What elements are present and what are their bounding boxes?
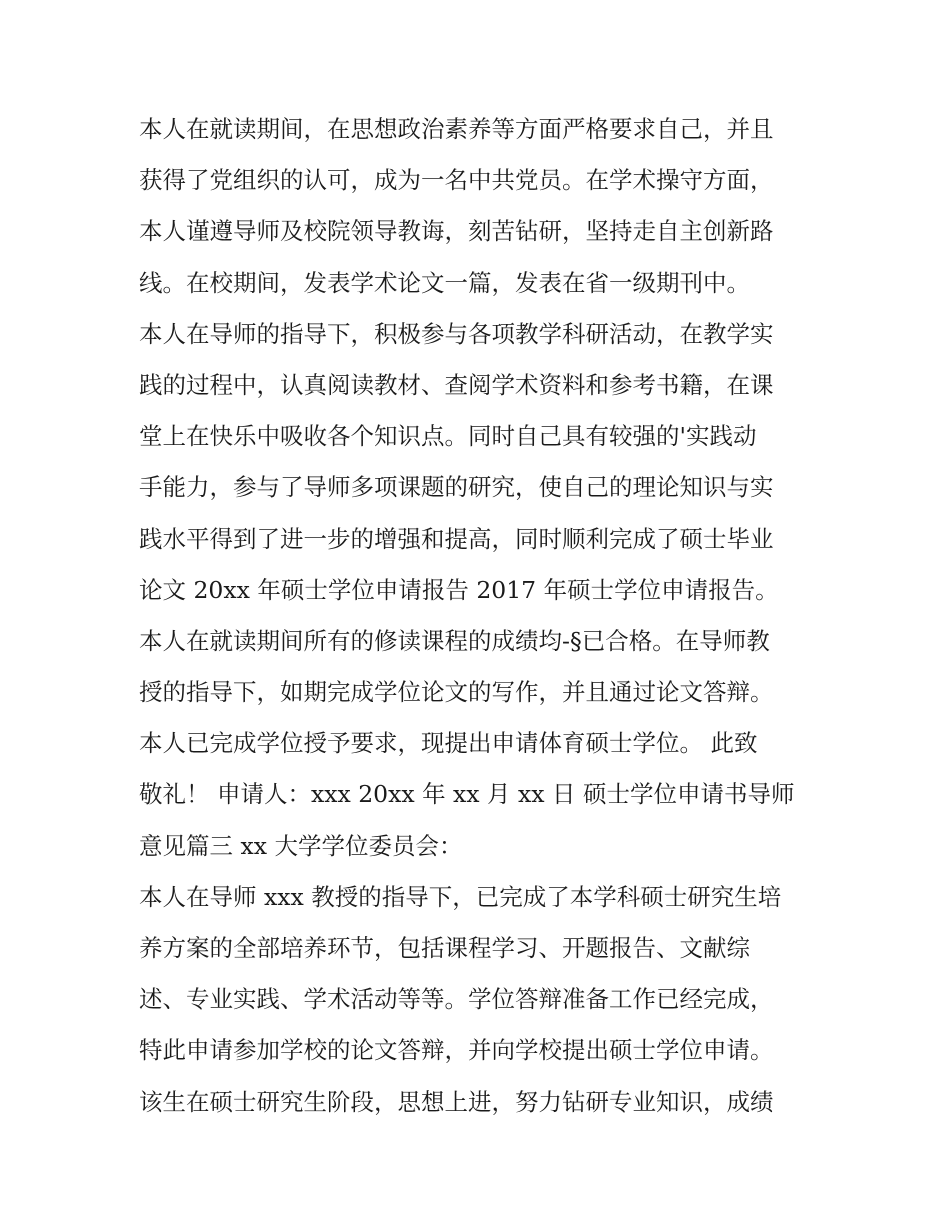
document-body bbox=[139, 104, 839, 1128]
text-line-16: 本人在导师 xxx 教授的指导下，已完成了本学科硕士研究生培 bbox=[139, 882, 782, 911]
text-line-4: 线。在校期间，发表学术论文一篇，发表在省一级期刊中。 bbox=[139, 268, 750, 297]
text-line-15: 意见篇三 xx 大学学位委员会： bbox=[139, 831, 463, 860]
text-line-9: 践水平得到了进一步的增强和提高，同时顺利完成了硕士毕业 bbox=[139, 524, 774, 553]
text-line-1: 本人在就读期间，在思想政治素养等方面严格要求自己，并且 bbox=[139, 115, 774, 143]
text-line-18: 述、专业实践、学术活动等等。学位答辩准备工作已经完成， bbox=[139, 985, 774, 1014]
text-line-12: 授的指导下，如期完成学位论文的写作，并且通过论文答辩。 bbox=[139, 678, 774, 707]
text-line-19: 特此申请参加学校的论文答辩，并向学校提出硕士学位申请。 bbox=[139, 1036, 774, 1065]
text-line-20: 该生在硕士研究生阶段，思想上进，努力钻研专业知识，成绩 bbox=[139, 1087, 774, 1116]
text-line-13: 本人已完成学位授予要求，现提出申请体育硕士学位。 此致 bbox=[139, 729, 758, 758]
text-line-6: 践的过程中，认真阅读教材、查阅学术资料和参考书籍，在课 bbox=[139, 370, 774, 399]
text-line-11: 本人在就读期间所有的修读课程的成绩均-§已合格。在导师教 bbox=[139, 626, 770, 655]
text-line-2: 获得了党组织的认可，成为一名中共党员。在学术操守方面， bbox=[139, 166, 774, 195]
text-line-8: 手能力，参与了导师多项课题的研究，使自己的理论知识与实 bbox=[139, 473, 774, 502]
text-line-3: 本人谨遵导师及校院领导教诲，刻苦钻研，坚持走自主创新路 bbox=[139, 217, 774, 246]
text-line-5: 本人在导师的指导下，积极参与各项教学科研活动，在教学实 bbox=[139, 319, 774, 348]
text-line-10: 论文 20xx 年硕士学位申请报告 2017 年硕士学位申请报告。 bbox=[139, 575, 779, 604]
text-line-7: 堂上在快乐中吸收各个知识点。同时自己具有较强的'实践动 bbox=[139, 422, 757, 451]
text-line-14: 敬礼！ 申请人：xxx 20xx 年 xx 月 xx 日 硕士学位申请书导师 bbox=[139, 780, 795, 809]
text-line-17: 养方案的全部培养环节，包括课程学习、开题报告、文献综 bbox=[139, 934, 750, 962]
